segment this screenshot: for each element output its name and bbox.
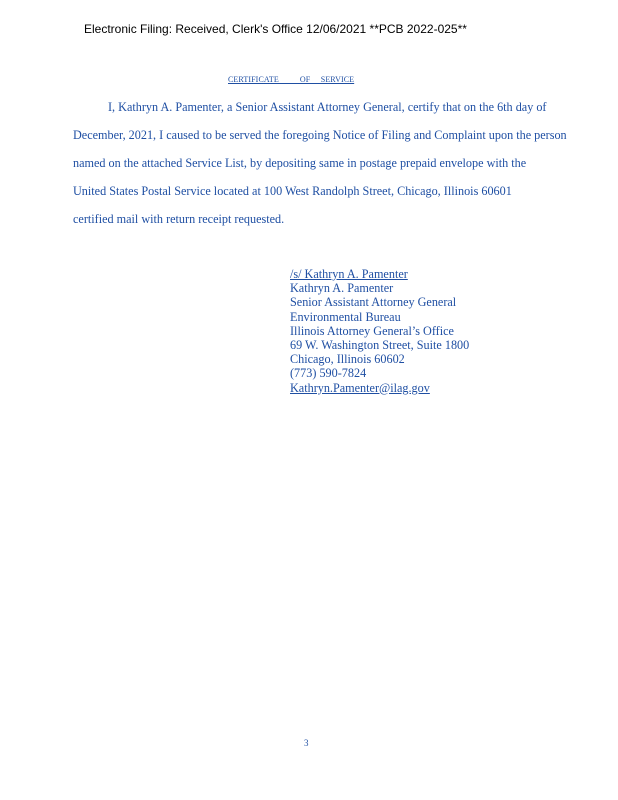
signer-title: Senior Assistant Attorney General bbox=[290, 295, 457, 310]
page-number: 3 bbox=[304, 738, 309, 748]
certificate-body-line: United States Postal Service located at 100 West Randolph Street, Chicago, Illinois 60601 bbox=[73, 184, 512, 198]
signer-bureau: Environmental Bureau bbox=[290, 309, 401, 324]
certificate-title: CERTIFICATE OF SERVICE bbox=[228, 75, 355, 84]
electronic-signature: /s/ Kathryn A. Pamenter bbox=[290, 267, 408, 281]
office-city: Chicago, Illinois 60602 bbox=[290, 352, 405, 367]
certificate-body-line: December, 2021, I caused to be served the foregoing Notice of Filing and Complaint upon the person bbox=[73, 128, 567, 142]
signer-name: Kathryn A. Pamenter bbox=[290, 281, 394, 296]
signer-phone: (773) 590-7824 bbox=[290, 366, 367, 381]
certificate-body-line: certified mail with return receipt requested. bbox=[73, 212, 285, 226]
office-street: 69 W. Washington Street, Suite 1800 bbox=[290, 338, 470, 353]
signer-email-link[interactable]: Kathryn.Pamenter@ilag.gov bbox=[290, 380, 430, 395]
signature-block bbox=[290, 267, 469, 395]
filing-stamp: Electronic Filing: Received, Clerk's Office 12/06/2021 **PCB 2022-025** bbox=[84, 22, 467, 36]
certificate-body-line: named on the attached Service List, by depositing same in postage prepaid envelope with the bbox=[73, 156, 527, 170]
signer-office: Illinois Attorney General’s Office bbox=[290, 323, 454, 338]
certificate-body-line: I, Kathryn A. Pamenter, a Senior Assistant Attorney General, certify that on the 6th day of bbox=[108, 100, 547, 114]
